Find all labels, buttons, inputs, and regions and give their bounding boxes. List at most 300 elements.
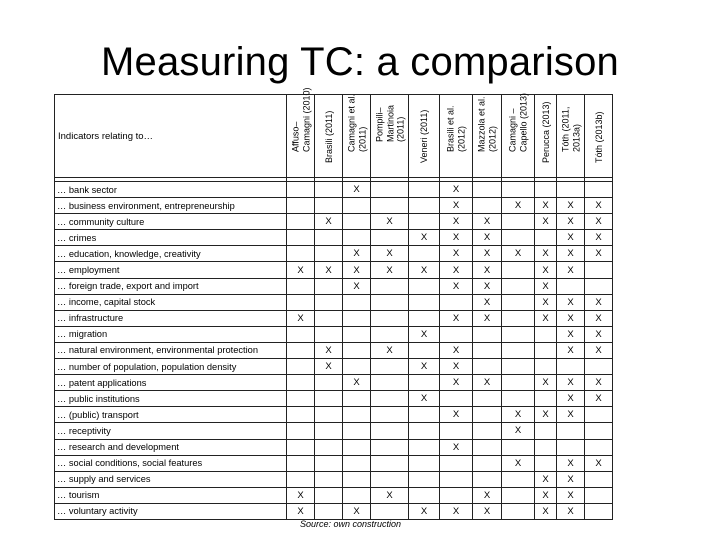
mark-cell: [440, 455, 473, 471]
mark-cell: X: [535, 278, 557, 294]
mark-cell: X: [473, 230, 502, 246]
mark-cell: X: [557, 246, 585, 262]
mark-cell: [371, 294, 409, 310]
mark-cell: [287, 230, 315, 246]
mark-cell: X: [557, 342, 585, 358]
mark-cell: X: [473, 310, 502, 326]
column-header: [585, 95, 613, 178]
mark-cell: [440, 487, 473, 503]
mark-cell: X: [440, 262, 473, 278]
indicator-label: … bank sector: [55, 182, 287, 198]
mark-cell: X: [409, 359, 440, 375]
mark-cell: [315, 326, 343, 342]
mark-cell: X: [557, 310, 585, 326]
mark-cell: [343, 471, 371, 487]
mark-cell: [502, 471, 535, 487]
mark-cell: [557, 423, 585, 439]
mark-cell: [371, 198, 409, 214]
column-header-line: Tóth (2011,: [560, 106, 570, 152]
mark-cell: [343, 407, 371, 423]
mark-cell: [315, 423, 343, 439]
mark-cell: X: [585, 198, 613, 214]
mark-cell: [371, 471, 409, 487]
indicator-label: … supply and services: [55, 471, 287, 487]
mark-cell: X: [440, 375, 473, 391]
mark-cell: [409, 455, 440, 471]
mark-cell: [535, 455, 557, 471]
mark-cell: [287, 326, 315, 342]
mark-cell: [585, 182, 613, 198]
mark-cell: [502, 214, 535, 230]
slide-title: Measuring TC: a comparison: [100, 40, 619, 84]
table-row: [55, 310, 613, 326]
mark-cell: X: [440, 230, 473, 246]
mark-cell: X: [502, 407, 535, 423]
mark-cell: X: [371, 214, 409, 230]
mark-cell: X: [409, 326, 440, 342]
mark-cell: [535, 230, 557, 246]
column-header-line: Pompili–: [373, 106, 384, 142]
mark-cell: X: [557, 487, 585, 503]
mark-cell: [371, 391, 409, 407]
mark-cell: [473, 423, 502, 439]
mark-cell: [473, 407, 502, 423]
mark-cell: X: [287, 310, 315, 326]
table-row: [55, 407, 613, 423]
mark-cell: X: [343, 182, 371, 198]
mark-cell: X: [585, 455, 613, 471]
column-header-line: 2013a): [570, 123, 581, 152]
mark-cell: X: [343, 262, 371, 278]
mark-cell: X: [535, 214, 557, 230]
indicator-label: … receptivity: [55, 423, 287, 439]
mark-cell: X: [535, 246, 557, 262]
mark-cell: [502, 262, 535, 278]
mark-cell: [287, 423, 315, 439]
column-header-text: [374, 104, 406, 141]
mark-cell: [585, 503, 613, 519]
mark-cell: [315, 391, 343, 407]
mark-cell: X: [557, 503, 585, 519]
table-row: [55, 342, 613, 358]
indicator-label: … crimes: [55, 230, 287, 246]
column-header-line: Veneri (2011): [418, 109, 429, 163]
indicator-label: … public institutions: [55, 391, 287, 407]
column-header: [473, 95, 502, 178]
mark-cell: [502, 326, 535, 342]
indicator-label: … business environment, entrepreneurship: [55, 198, 287, 214]
mark-cell: [535, 439, 557, 455]
mark-cell: X: [371, 487, 409, 503]
mark-cell: [585, 487, 613, 503]
mark-cell: X: [473, 262, 502, 278]
mark-cell: [371, 503, 409, 519]
mark-cell: [535, 342, 557, 358]
mark-cell: [440, 391, 473, 407]
column-header-text: [290, 87, 311, 152]
mark-cell: [535, 359, 557, 375]
mark-cell: X: [535, 407, 557, 423]
mark-cell: [473, 326, 502, 342]
mark-cell: X: [502, 246, 535, 262]
mark-cell: X: [343, 246, 371, 262]
mark-cell: [473, 359, 502, 375]
mark-cell: X: [287, 487, 315, 503]
column-header-text: [560, 107, 581, 152]
mark-cell: [315, 375, 343, 391]
mark-cell: X: [585, 294, 613, 310]
column-header-line: Affuso–: [290, 121, 300, 152]
mark-cell: X: [585, 326, 613, 342]
table-row: [55, 455, 613, 471]
mark-cell: X: [473, 246, 502, 262]
mark-cell: [502, 294, 535, 310]
mark-cell: X: [557, 326, 585, 342]
mark-cell: X: [371, 342, 409, 358]
mark-cell: X: [557, 407, 585, 423]
comparison-table: [54, 87, 613, 520]
column-header-text: [540, 101, 551, 163]
indicator-label: … infrastructure: [55, 310, 287, 326]
mark-cell: X: [535, 198, 557, 214]
mark-cell: X: [287, 503, 315, 519]
mark-cell: [473, 391, 502, 407]
indicator-label: … social conditions, social features: [55, 455, 287, 471]
mark-cell: [409, 310, 440, 326]
mark-cell: [535, 391, 557, 407]
mark-cell: [343, 310, 371, 326]
column-header-line: Brasili (2011): [323, 110, 334, 163]
mark-cell: [502, 359, 535, 375]
mark-cell: [343, 214, 371, 230]
column-header-line: Perucca (2013): [540, 100, 551, 163]
indicator-label: … migration: [55, 326, 287, 342]
mark-cell: [315, 230, 343, 246]
column-header-line: Camagni (2010): [300, 87, 311, 152]
mark-cell: [502, 310, 535, 326]
mark-cell: X: [557, 294, 585, 310]
mark-cell: X: [440, 246, 473, 262]
mark-cell: X: [535, 487, 557, 503]
table-row: [55, 326, 613, 342]
table-row: [55, 182, 613, 198]
mark-cell: [409, 182, 440, 198]
column-header: [315, 95, 343, 178]
column-header-text: [508, 93, 529, 152]
mark-cell: [371, 423, 409, 439]
mark-cell: [343, 294, 371, 310]
mark-cell: X: [315, 262, 343, 278]
mark-cell: X: [409, 503, 440, 519]
mark-cell: [502, 342, 535, 358]
mark-cell: [409, 342, 440, 358]
mark-cell: X: [473, 278, 502, 294]
mark-cell: X: [535, 262, 557, 278]
mark-cell: [557, 439, 585, 455]
mark-cell: [315, 278, 343, 294]
column-header-line: (2011): [394, 116, 405, 142]
column-header-text: [419, 109, 430, 162]
mark-cell: [371, 439, 409, 455]
mark-cell: X: [409, 262, 440, 278]
mark-cell: X: [557, 455, 585, 471]
mark-cell: [409, 198, 440, 214]
mark-cell: X: [440, 359, 473, 375]
mark-cell: [343, 359, 371, 375]
mark-cell: X: [535, 503, 557, 519]
mark-cell: [409, 439, 440, 455]
column-header: [287, 87, 315, 178]
mark-cell: X: [535, 310, 557, 326]
mark-cell: [502, 503, 535, 519]
mark-cell: [440, 326, 473, 342]
column-header-text: [477, 96, 498, 152]
mark-cell: [409, 278, 440, 294]
mark-cell: X: [585, 342, 613, 358]
mark-cell: [371, 326, 409, 342]
mark-cell: X: [585, 246, 613, 262]
indicator-label: … tourism: [55, 487, 287, 503]
mark-cell: [409, 246, 440, 262]
mark-cell: X: [343, 278, 371, 294]
mark-cell: [287, 246, 315, 262]
mark-cell: X: [440, 407, 473, 423]
mark-cell: X: [440, 503, 473, 519]
mark-cell: X: [371, 262, 409, 278]
mark-cell: X: [473, 214, 502, 230]
mark-cell: [315, 487, 343, 503]
mark-cell: [371, 375, 409, 391]
mark-cell: [409, 487, 440, 503]
mark-cell: X: [343, 375, 371, 391]
mark-cell: [535, 326, 557, 342]
column-header: [371, 95, 409, 178]
mark-cell: [287, 278, 315, 294]
mark-cell: X: [585, 214, 613, 230]
mark-cell: [287, 342, 315, 358]
mark-cell: [287, 359, 315, 375]
indicator-label: … patent applications: [55, 375, 287, 391]
mark-cell: [287, 198, 315, 214]
mark-cell: X: [409, 230, 440, 246]
mark-cell: [585, 359, 613, 375]
table-row: [55, 214, 613, 230]
mark-cell: [315, 294, 343, 310]
mark-cell: [343, 423, 371, 439]
column-header-line: Capello (2013): [518, 92, 528, 152]
column-header-line: (2012): [456, 125, 466, 152]
mark-cell: X: [557, 391, 585, 407]
mark-cell: [287, 214, 315, 230]
table-header-row: [55, 95, 613, 178]
mark-cell: [287, 407, 315, 423]
column-header: [502, 92, 535, 178]
mark-cell: [371, 455, 409, 471]
mark-cell: [535, 182, 557, 198]
table-row: [55, 503, 613, 519]
table-row: [55, 439, 613, 455]
mark-cell: [585, 262, 613, 278]
mark-cell: [371, 278, 409, 294]
mark-cell: X: [557, 262, 585, 278]
mark-cell: [585, 407, 613, 423]
mark-cell: X: [557, 198, 585, 214]
mark-cell: X: [287, 262, 315, 278]
mark-cell: [343, 487, 371, 503]
indicator-header: Indicators relating to…: [55, 95, 287, 178]
mark-cell: [502, 230, 535, 246]
mark-cell: [502, 375, 535, 391]
mark-cell: [473, 182, 502, 198]
indicator-label: … research and development: [55, 439, 287, 455]
table-row: [55, 359, 613, 375]
mark-cell: [315, 246, 343, 262]
table-row: [55, 487, 613, 503]
mark-cell: [535, 423, 557, 439]
indicator-label: … employment: [55, 262, 287, 278]
mark-cell: [440, 294, 473, 310]
mark-cell: X: [371, 246, 409, 262]
mark-cell: [409, 294, 440, 310]
indicator-label: … community culture: [55, 214, 287, 230]
table-row: [55, 391, 613, 407]
mark-cell: [343, 326, 371, 342]
column-header-line: (2011): [356, 126, 367, 152]
mark-cell: [315, 471, 343, 487]
column-header-line: Mazzola et al.: [476, 96, 487, 152]
mark-cell: X: [473, 375, 502, 391]
mark-cell: [409, 471, 440, 487]
mark-cell: X: [585, 375, 613, 391]
mark-cell: [585, 439, 613, 455]
mark-cell: [343, 342, 371, 358]
mark-cell: [502, 278, 535, 294]
mark-cell: X: [557, 230, 585, 246]
mark-cell: [287, 471, 315, 487]
column-header: [343, 95, 371, 178]
mark-cell: [502, 487, 535, 503]
table-row: [55, 471, 613, 487]
indicator-label: … foreign trade, export and import: [55, 278, 287, 294]
mark-cell: [371, 230, 409, 246]
mark-cell: X: [343, 503, 371, 519]
mark-cell: [585, 423, 613, 439]
mark-cell: [502, 391, 535, 407]
mark-cell: [557, 182, 585, 198]
column-header: [440, 95, 473, 178]
mark-cell: [473, 471, 502, 487]
mark-cell: [315, 503, 343, 519]
mark-cell: [409, 423, 440, 439]
source-note: Source: own construction: [300, 519, 402, 529]
mark-cell: [409, 375, 440, 391]
column-header-line: (2012): [487, 125, 497, 152]
mark-cell: X: [585, 391, 613, 407]
mark-cell: [557, 278, 585, 294]
column-header-line: Camagni –: [507, 108, 518, 152]
mark-cell: X: [440, 198, 473, 214]
table-row: [55, 294, 613, 310]
mark-cell: X: [502, 198, 535, 214]
mark-cell: [502, 182, 535, 198]
mark-cell: X: [502, 455, 535, 471]
mark-cell: [371, 182, 409, 198]
mark-cell: X: [557, 471, 585, 487]
column-header-line: Camagni et al.: [346, 93, 356, 152]
mark-cell: X: [585, 230, 613, 246]
mark-cell: [343, 391, 371, 407]
mark-cell: X: [409, 391, 440, 407]
mark-cell: [315, 310, 343, 326]
column-header-line: Martinoia: [384, 104, 395, 142]
indicator-label: … income, capital stock: [55, 294, 287, 310]
indicator-label: … number of population, population density: [55, 359, 287, 375]
column-header: [409, 95, 440, 178]
mark-cell: X: [473, 294, 502, 310]
mark-cell: [473, 439, 502, 455]
mark-cell: [585, 471, 613, 487]
column-header: [557, 95, 585, 178]
mark-cell: [315, 455, 343, 471]
mark-cell: X: [473, 503, 502, 519]
mark-cell: X: [315, 359, 343, 375]
table-row: [55, 278, 613, 294]
mark-cell: X: [557, 214, 585, 230]
mark-cell: [343, 439, 371, 455]
mark-cell: [371, 359, 409, 375]
indicator-label: … voluntary activity: [55, 503, 287, 519]
mark-cell: X: [502, 423, 535, 439]
mark-cell: [343, 230, 371, 246]
mark-cell: [315, 182, 343, 198]
mark-cell: X: [535, 375, 557, 391]
column-header-line: Brasili et al.: [445, 105, 456, 152]
mark-cell: X: [440, 342, 473, 358]
mark-cell: [502, 439, 535, 455]
mark-cell: X: [440, 182, 473, 198]
indicator-label: … education, knowledge, creativity: [55, 246, 287, 262]
mark-cell: X: [440, 214, 473, 230]
mark-cell: [473, 198, 502, 214]
mark-cell: [473, 455, 502, 471]
indicator-label: … (public) transport: [55, 407, 287, 423]
mark-cell: X: [473, 487, 502, 503]
column-header-text: [346, 94, 367, 152]
table-row: [55, 375, 613, 391]
mark-cell: [557, 359, 585, 375]
mark-cell: X: [315, 214, 343, 230]
column-header-text: [323, 110, 334, 162]
mark-cell: [440, 471, 473, 487]
mark-cell: [315, 407, 343, 423]
table-row: [55, 246, 613, 262]
mark-cell: [287, 439, 315, 455]
mark-cell: [371, 310, 409, 326]
mark-cell: X: [585, 310, 613, 326]
mark-cell: [315, 439, 343, 455]
mark-cell: [287, 375, 315, 391]
mark-cell: [287, 182, 315, 198]
mark-cell: [473, 342, 502, 358]
mark-cell: X: [535, 471, 557, 487]
mark-cell: X: [315, 342, 343, 358]
mark-cell: X: [557, 375, 585, 391]
mark-cell: [371, 407, 409, 423]
mark-cell: [343, 198, 371, 214]
indicator-label: … natural environment, environmental protection: [55, 342, 287, 358]
mark-cell: X: [440, 278, 473, 294]
column-header: [535, 95, 557, 178]
